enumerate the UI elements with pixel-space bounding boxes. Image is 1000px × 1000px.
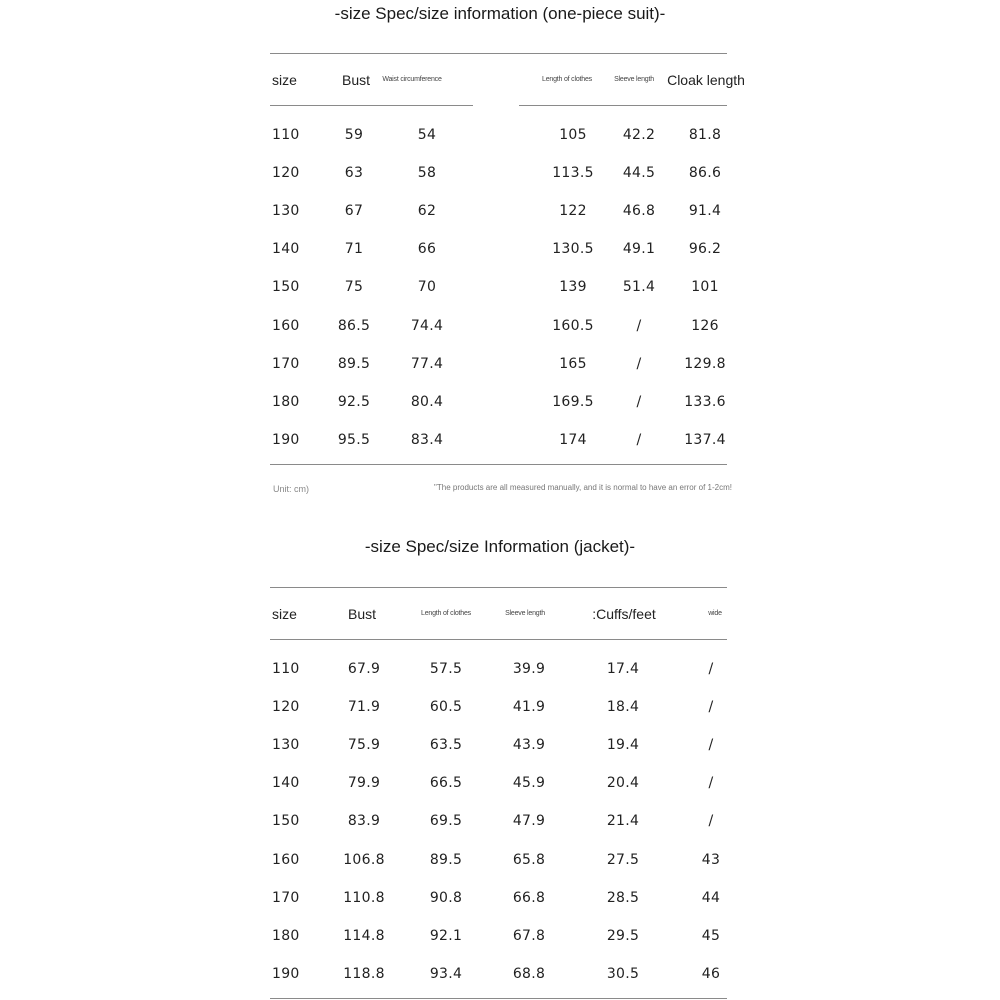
table-cell: 41.9: [512, 699, 546, 716]
suit-column-header: Cloak length: [667, 72, 745, 88]
table-cell: 67: [344, 203, 364, 220]
jacket-column-header: wide: [708, 610, 722, 617]
table-cell: 139: [559, 279, 587, 296]
table-cell: 160: [272, 851, 300, 868]
table-cell: 29.5: [606, 927, 640, 944]
table-cell: 169.5: [552, 393, 594, 410]
table-cell: 30.5: [606, 965, 640, 982]
table-cell: 96.2: [688, 241, 722, 258]
table-cell: 83.9: [347, 813, 381, 830]
table-cell: 137.4: [684, 431, 726, 448]
table-cell: 130.5: [552, 241, 594, 258]
table-cell: 81.8: [688, 127, 722, 143]
table-cell: 66: [417, 241, 437, 258]
table-cell: 43: [701, 851, 721, 868]
table-cell: 57.5: [429, 661, 463, 677]
table-cell: /: [708, 775, 714, 792]
table-cell: 45: [701, 927, 721, 944]
table-cell: 120: [272, 699, 300, 716]
table-cell: 79.9: [347, 775, 381, 792]
table-cell: 140: [272, 775, 300, 792]
table-cell: 19.4: [606, 737, 640, 754]
table-cell: 110: [272, 127, 300, 143]
table-cell: 160: [272, 317, 300, 334]
suit-column-header: Sleeve length: [614, 76, 654, 83]
table-cell: 150: [272, 279, 300, 296]
suit-column-header: size: [272, 72, 297, 88]
table-cell: 174: [559, 431, 587, 448]
suit-header-rule-right: [519, 105, 727, 106]
table-cell: 67.9: [347, 661, 381, 677]
suit-top-rule: [270, 53, 727, 54]
table-cell: 44.5: [622, 165, 656, 182]
table-cell: 46: [701, 965, 721, 982]
table-cell: 65.8: [512, 851, 546, 868]
jacket-column-header: :Cuffs/feet: [592, 606, 656, 622]
table-cell: 58: [417, 165, 437, 182]
table-cell: 113.5: [552, 165, 594, 182]
table-cell: 63: [344, 165, 364, 182]
table-cell: 27.5: [606, 851, 640, 868]
table-cell: 114.8: [343, 927, 385, 944]
jacket-column-header: Length of clothes: [421, 610, 471, 617]
table-cell: 120: [272, 165, 300, 182]
jacket-column-header: Sleeve length: [505, 610, 545, 617]
jacket-header-rule: [270, 639, 727, 640]
unit-label: Unit: cm): [273, 484, 309, 494]
table-cell: 75: [344, 279, 364, 296]
table-cell: /: [708, 737, 714, 754]
jacket-column-header: size: [272, 606, 297, 622]
table-cell: 89.5: [429, 851, 463, 868]
table-cell: 80.4: [410, 393, 444, 410]
table-cell: 68.8: [512, 965, 546, 982]
table-cell: 51.4: [622, 279, 656, 296]
table-cell: 83.4: [410, 431, 444, 448]
table-cell: 122: [559, 203, 587, 220]
table-cell: 62: [417, 203, 437, 220]
table-cell: 160.5: [552, 317, 594, 334]
jacket-table-title: -size Spec/size Information (jacket)-: [364, 537, 636, 556]
table-cell: 150: [272, 813, 300, 830]
suit-table-title: -size Spec/size information (one-piece suit)-: [334, 4, 666, 23]
table-cell: 93.4: [429, 965, 463, 982]
table-cell: 74.4: [410, 317, 444, 334]
table-cell: 20.4: [606, 775, 640, 792]
table-cell: /: [708, 699, 714, 716]
table-cell: 70: [417, 279, 437, 296]
table-cell: 75.9: [347, 737, 381, 754]
table-cell: 130: [272, 737, 300, 754]
jacket-bottom-rule: [270, 998, 727, 999]
table-cell: 101: [691, 279, 719, 296]
table-cell: /: [708, 813, 714, 830]
table-cell: 77.4: [410, 355, 444, 372]
suit-column-header: Bust: [341, 72, 371, 88]
table-cell: 130: [272, 203, 300, 220]
table-cell: 59: [344, 127, 364, 143]
table-cell: 71.9: [347, 699, 381, 716]
table-cell: 21.4: [606, 813, 640, 830]
table-cell: /: [636, 431, 642, 448]
table-cell: 44: [701, 889, 721, 906]
table-cell: 43.9: [512, 737, 546, 754]
table-cell: 180: [272, 393, 300, 410]
table-cell: 45.9: [512, 775, 546, 792]
table-cell: 69.5: [429, 813, 463, 830]
table-cell: 39.9: [512, 661, 546, 677]
table-cell: 190: [272, 431, 300, 448]
table-cell: 105: [559, 127, 587, 143]
suit-column-header: Length of clothes: [542, 76, 592, 83]
table-cell: 17.4: [606, 661, 640, 677]
table-cell: 66.8: [512, 889, 546, 906]
table-cell: 129.8: [684, 355, 726, 372]
table-cell: 49.1: [622, 241, 656, 258]
table-cell: 89.5: [337, 355, 371, 372]
table-cell: 180: [272, 927, 300, 944]
table-cell: 110.8: [343, 889, 385, 906]
table-cell: 86.6: [688, 165, 722, 182]
table-cell: 60.5: [429, 699, 463, 716]
table-cell: 66.5: [429, 775, 463, 792]
jacket-column-header: Bust: [347, 606, 377, 622]
table-cell: 91.4: [688, 203, 722, 220]
table-cell: 110: [272, 661, 300, 677]
suit-header-rule-left: [270, 105, 473, 106]
table-cell: /: [636, 355, 642, 372]
table-cell: 90.8: [429, 889, 463, 906]
table-cell: 126: [691, 317, 719, 334]
table-cell: /: [636, 317, 642, 334]
table-cell: 106.8: [343, 851, 385, 868]
table-cell: 133.6: [684, 393, 726, 410]
table-cell: 18.4: [606, 699, 640, 716]
table-cell: 47.9: [512, 813, 546, 830]
table-cell: 165: [559, 355, 587, 372]
table-cell: 28.5: [606, 889, 640, 906]
table-cell: 170: [272, 355, 300, 372]
jacket-top-rule: [270, 587, 727, 588]
table-cell: 86.5: [337, 317, 371, 334]
table-cell: 42.2: [622, 127, 656, 143]
measurement-note: "The products are all measured manually, and it is normal to have an error of 1-2cm!: [434, 483, 732, 492]
table-cell: 71: [344, 241, 364, 258]
table-cell: /: [708, 661, 714, 677]
table-cell: 140: [272, 241, 300, 258]
suit-bottom-rule: [270, 464, 727, 465]
suit-column-header: Waist circumference: [382, 76, 442, 83]
table-cell: 54: [417, 127, 437, 143]
table-cell: 63.5: [429, 737, 463, 754]
table-cell: 92.5: [337, 393, 371, 410]
table-cell: 46.8: [622, 203, 656, 220]
table-cell: 95.5: [337, 431, 371, 448]
table-cell: 170: [272, 889, 300, 906]
table-cell: 67.8: [512, 927, 546, 944]
table-cell: /: [636, 393, 642, 410]
table-cell: 190: [272, 965, 300, 982]
table-cell: 92.1: [429, 927, 463, 944]
table-cell: 118.8: [343, 965, 385, 982]
